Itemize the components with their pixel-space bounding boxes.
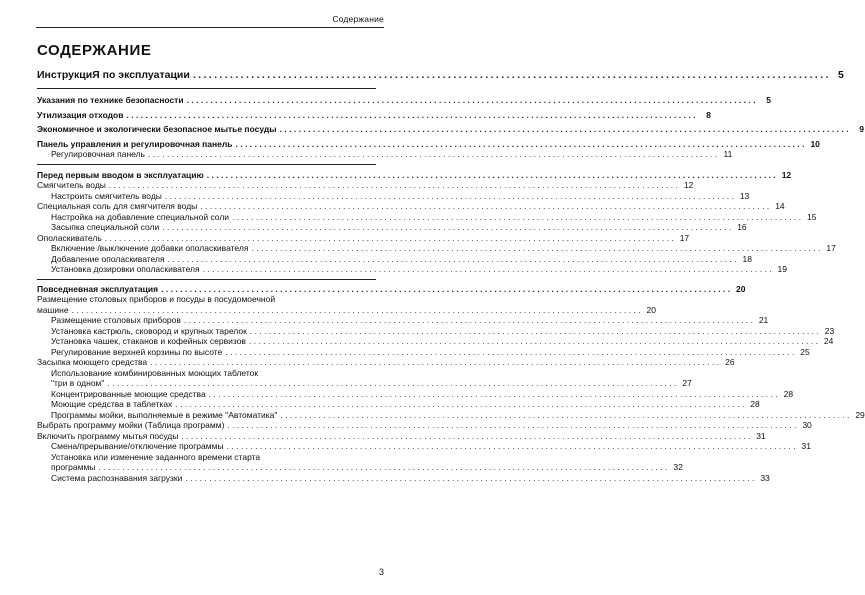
toc-entry-page: 10 xyxy=(810,138,820,149)
toc-entry-title: Засыпка моющего средства xyxy=(37,357,148,367)
toc-entry-title: Перед первым вводом в эксплуатацию xyxy=(37,169,204,180)
toc-leader-dots: ........................................................................................................................ xyxy=(126,109,698,120)
toc-entry[interactable] xyxy=(37,294,376,305)
toc-leader-dots: ........................................................................................................................ xyxy=(235,138,807,149)
toc-entry-title: Выбрать программу мойки (Таблица программ) xyxy=(37,420,225,430)
toc-entry-title: Установка дозировки ополаскивателя xyxy=(51,264,200,274)
toc-entry-page: 12 xyxy=(781,169,792,180)
toc-entry[interactable] xyxy=(37,124,864,135)
toc-entry[interactable] xyxy=(37,253,752,265)
toc-entry-title: Панель управления и регулировочная панель xyxy=(37,138,233,149)
toc-entry-title: Использование комбинированных моющих таблеток xyxy=(51,367,259,378)
toc-entry-page: 16 xyxy=(737,222,747,232)
toc-entry[interactable] xyxy=(37,441,811,452)
toc-entry[interactable] xyxy=(37,164,792,181)
toc-entry-page: 14 xyxy=(775,201,785,211)
page-title: СОДЕРЖАНИЕ xyxy=(37,42,152,59)
toc-entry[interactable] xyxy=(37,315,769,326)
toc-entry[interactable] xyxy=(37,325,835,337)
toc-entry-title: Смягчитель воды xyxy=(37,180,106,190)
toc-entry[interactable] xyxy=(37,462,683,473)
toc-entry-title: Система распознавания загрузки xyxy=(51,472,183,483)
toc-entry-page: 5 xyxy=(838,69,844,81)
toc-entry-page: 8 xyxy=(706,109,711,120)
toc-leader-dots: ........................................................................................................................ xyxy=(167,253,739,264)
toc-entry[interactable] xyxy=(37,190,750,202)
toc-leader-dots: ........................................................................................................................ xyxy=(150,357,722,367)
toc-entry[interactable] xyxy=(37,88,771,106)
toc-leader-dots: ........................................................................................................................ xyxy=(162,222,734,232)
toc-leader-dots: ........................................................................................................................ xyxy=(104,232,677,243)
toc-leader-dots: ........................................................................................................................ xyxy=(147,149,720,159)
toc-entry[interactable] xyxy=(37,279,746,295)
toc-leader-dots: ........................................................................................................................ xyxy=(161,283,733,294)
toc-entry-page: 11 xyxy=(723,149,733,159)
toc-entry-title: Установка чашек, стаканов и кофейных сервизов xyxy=(51,336,246,346)
toc-leader-dots: ........................................................................................................................ xyxy=(232,211,804,222)
toc-entry-title: Включить программу мытья посуды xyxy=(37,430,179,441)
toc-entry-title: Включение /выключение добавки ополаскивателя xyxy=(51,243,249,253)
toc-entry[interactable] xyxy=(37,378,692,389)
toc-leader-dots: ........................................................................................................................ xyxy=(251,243,823,253)
toc-entry-title: программы xyxy=(51,462,96,472)
toc-entry-page: 20 xyxy=(736,283,746,294)
toc-entry-title: ИнструкциЯ по эксплуатации xyxy=(37,69,190,81)
toc-entry-page: 31 xyxy=(801,441,811,451)
toc-entry[interactable] xyxy=(37,336,834,347)
toc-entry-title: Специальная соль для смягчителя воды xyxy=(37,201,198,211)
toc-entry[interactable] xyxy=(37,69,844,82)
toc-entry-title: Регулировочная панель xyxy=(51,149,145,159)
toc-entry-title: "три в одном" xyxy=(51,378,105,388)
toc-entry[interactable] xyxy=(37,243,836,254)
toc-leader-dots: ........................................................................................................................ xyxy=(192,69,831,81)
toc-entry-page: 25 xyxy=(800,346,810,357)
toc-entry-page: 32 xyxy=(673,462,683,472)
toc-entry-page: 18 xyxy=(742,253,752,264)
toc-entry[interactable] xyxy=(37,357,735,368)
toc-entry-title: Засыпка специальной соли xyxy=(51,222,160,232)
toc-entry-page: 20 xyxy=(646,304,656,315)
toc-entry-page: 5 xyxy=(766,95,771,105)
toc-entry-title: Настройка на добавление специальной соли xyxy=(51,211,230,222)
toc-entry-page: 30 xyxy=(802,420,812,430)
toc-entry-page: 28 xyxy=(783,388,794,399)
toc-entry-page: 29 xyxy=(855,409,865,420)
toc-entry[interactable] xyxy=(37,388,794,400)
toc-leader-dots: ........................................................................................................................ xyxy=(108,180,681,190)
toc-leader-dots: ........................................................................................................................ xyxy=(181,430,753,441)
toc-leader-dots: ........................................................................................................................ xyxy=(248,336,821,346)
toc-entry-title: Моющие средства в таблетках xyxy=(51,399,173,409)
toc-leader-dots: ........................................................................................................................ xyxy=(206,169,779,180)
toc-entry[interactable] xyxy=(37,304,656,316)
toc-entry-title: Утилизация отходов xyxy=(37,109,124,120)
toc-entry[interactable] xyxy=(37,420,812,431)
toc-entry[interactable] xyxy=(37,452,376,463)
toc-entry-page: 27 xyxy=(682,378,692,388)
toc-entry[interactable] xyxy=(37,409,865,421)
toc-entry-title: Концентрированные моющие средства xyxy=(51,388,206,399)
toc-entry[interactable] xyxy=(37,201,785,212)
toc-entry-title: Настроить смягчитель воды xyxy=(51,190,162,201)
toc-entry[interactable] xyxy=(37,109,711,121)
toc-entry-title: Повседневная эксплуатация xyxy=(37,283,159,294)
toc-entry-title: Экономичное и экологически безопасное мытье посуды xyxy=(37,124,277,134)
toc-entry-title: Добавление ополаскивателя xyxy=(51,253,165,264)
toc-leader-dots: ........................................................................................................................ xyxy=(225,346,797,357)
page-number: 3 xyxy=(378,567,384,577)
toc-entry[interactable] xyxy=(37,180,694,191)
toc-entry-title: Программы мойки, выполняемые в режиме "Автоматика" xyxy=(51,409,278,420)
toc-leader-dots: ........................................................................................................................ xyxy=(208,388,781,399)
toc-leader-dots: ........................................................................................................................ xyxy=(71,304,643,315)
toc-entry[interactable] xyxy=(37,232,690,244)
header-divider xyxy=(36,27,384,28)
toc-leader-dots: ........................................................................................................................ xyxy=(98,462,670,472)
toc-entry-page: 17 xyxy=(679,232,690,243)
toc-leader-dots: ........................................................................................................................ xyxy=(279,124,851,134)
toc-entry-page: 17 xyxy=(826,243,836,253)
toc-entry-page: 28 xyxy=(750,399,760,409)
toc-leader-dots: ........................................................................................................................ xyxy=(280,409,852,420)
toc-entry-page: 19 xyxy=(777,264,788,274)
toc-entry-page: 12 xyxy=(683,180,694,190)
toc-entry-title: машине xyxy=(37,304,69,315)
toc-entry-title: Установка кастрюль, сковород и крупных тарелок xyxy=(51,325,247,336)
toc-entry-page: 33 xyxy=(760,472,770,483)
toc-leader-dots: ........................................................................................................................ xyxy=(249,325,822,336)
toc-entry-page: 9 xyxy=(859,124,864,134)
toc-entry-title: Размещение столовых приборов xyxy=(51,315,181,325)
toc-entry[interactable] xyxy=(37,399,760,410)
toc-leader-dots: ........................................................................................................................ xyxy=(227,420,799,430)
toc-entry-page: 31 xyxy=(756,430,766,441)
toc-entry[interactable] xyxy=(37,138,820,150)
toc-entry-title: Указания по технике безопасности xyxy=(37,95,184,105)
toc-leader-dots: ........................................................................................................................ xyxy=(164,190,737,201)
toc-entry-page: 24 xyxy=(823,336,834,346)
toc-entry[interactable] xyxy=(37,222,747,233)
toc-entry-title: Смена/прерывание/отключение программы xyxy=(51,441,224,451)
toc-entry[interactable] xyxy=(37,149,733,160)
toc-entry-title: Ополаскиватель xyxy=(37,232,102,243)
toc-entry[interactable] xyxy=(37,264,788,275)
toc-leader-dots: ........................................................................................................................ xyxy=(200,201,772,211)
toc-leader-dots: ........................................................................................................................ xyxy=(185,472,757,483)
toc-entry-page: 21 xyxy=(758,315,769,325)
toc-entry-page: 26 xyxy=(725,357,735,367)
running-header: Содержание xyxy=(332,14,384,24)
table-of-contents xyxy=(37,69,865,483)
toc-leader-dots: ........................................................................................................................ xyxy=(183,315,756,325)
toc-entry[interactable] xyxy=(37,346,810,358)
toc-entry[interactable] xyxy=(37,211,817,223)
toc-entry[interactable] xyxy=(37,472,770,484)
toc-leader-dots: ........................................................................................................................ xyxy=(202,264,775,274)
toc-entry-title: Размещение столовых приборов и посуды в посудомоечной xyxy=(37,294,276,304)
toc-leader-dots: ........................................................................................................................ xyxy=(107,378,679,388)
toc-entry[interactable] xyxy=(37,368,376,379)
toc-leader-dots: ........................................................................................................................ xyxy=(226,441,798,451)
toc-entry-page: 15 xyxy=(806,211,817,222)
toc-entry-title: Регулирование верхней корзины по высоте xyxy=(51,346,223,357)
toc-leader-dots: ........................................................................................................................ xyxy=(186,95,758,105)
toc-entry-title: Установка или изменение заданного времени старта xyxy=(51,451,261,462)
toc-leader-dots: ........................................................................................................................ xyxy=(175,399,747,409)
toc-entry-page: 23 xyxy=(824,325,835,336)
toc-entry[interactable] xyxy=(37,430,766,442)
toc-entry-page: 13 xyxy=(739,190,750,201)
